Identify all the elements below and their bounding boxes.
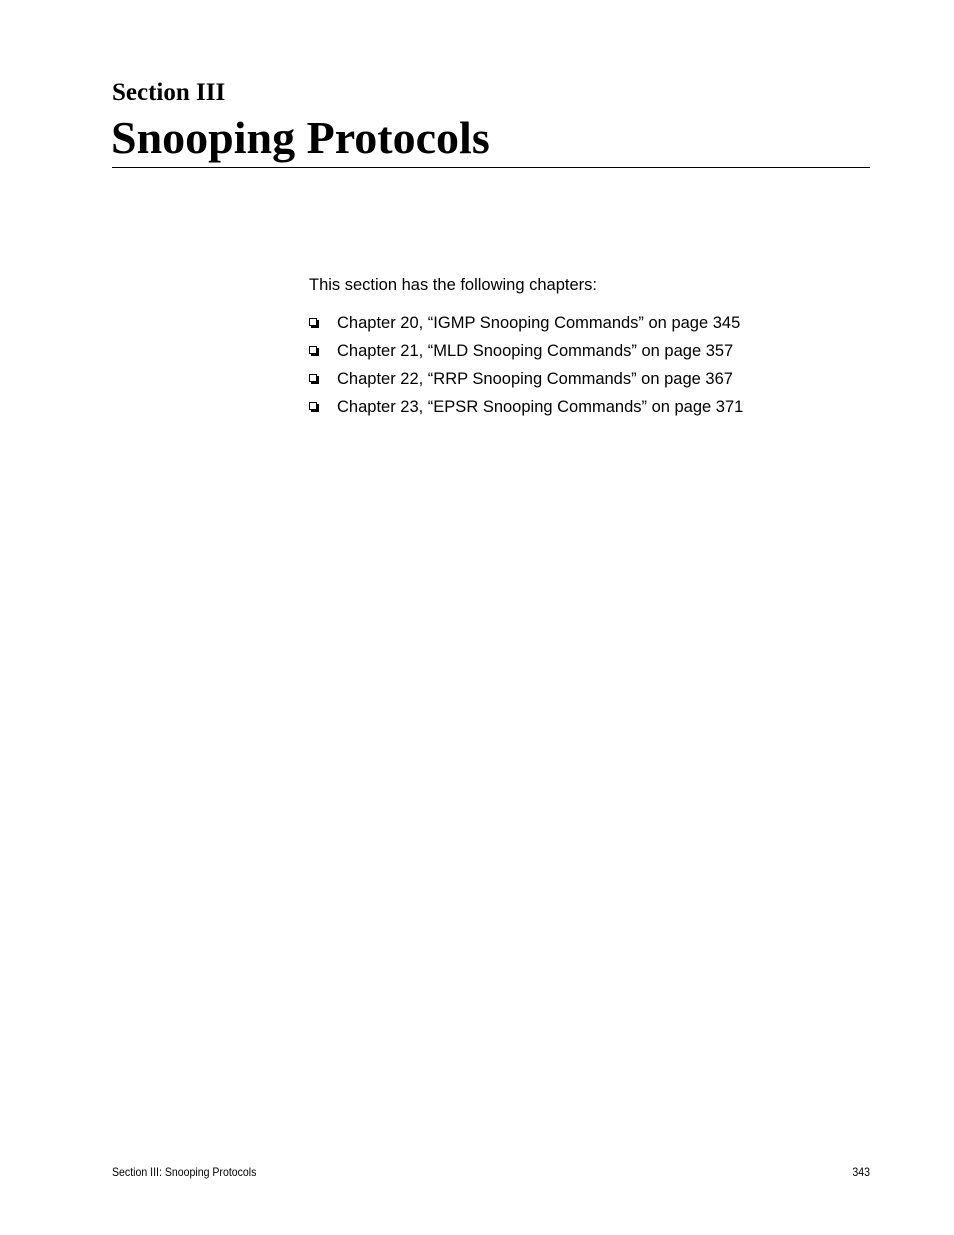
- list-item: [309, 312, 743, 340]
- page-title: Snooping Protocols: [111, 112, 490, 163]
- square-bullet-icon: [309, 318, 320, 329]
- section-label: Section III: [112, 79, 226, 106]
- square-bullet-icon: [309, 346, 320, 357]
- chapter-link[interactable]: Chapter 21, “MLD Snooping Commands” on page 357: [337, 342, 734, 360]
- chapter-link[interactable]: Chapter 20, “IGMP Snooping Commands” on page 345: [337, 314, 741, 332]
- intro-text: This section has the following chapters:: [309, 276, 597, 294]
- square-bullet-icon: [309, 374, 320, 385]
- footer-section-title: Section III: Snooping Protocols: [112, 1165, 257, 1179]
- list-item: [309, 368, 743, 396]
- title-divider: [112, 167, 870, 168]
- square-bullet-icon: [309, 402, 320, 413]
- footer-page-number: 343: [852, 1165, 870, 1179]
- chapter-list: [309, 312, 743, 424]
- chapter-link[interactable]: Chapter 23, “EPSR Snooping Commands” on page 371: [337, 398, 744, 416]
- list-item: [309, 396, 743, 424]
- list-item: [309, 340, 743, 368]
- chapter-link[interactable]: Chapter 22, “RRP Snooping Commands” on page 367: [337, 370, 733, 388]
